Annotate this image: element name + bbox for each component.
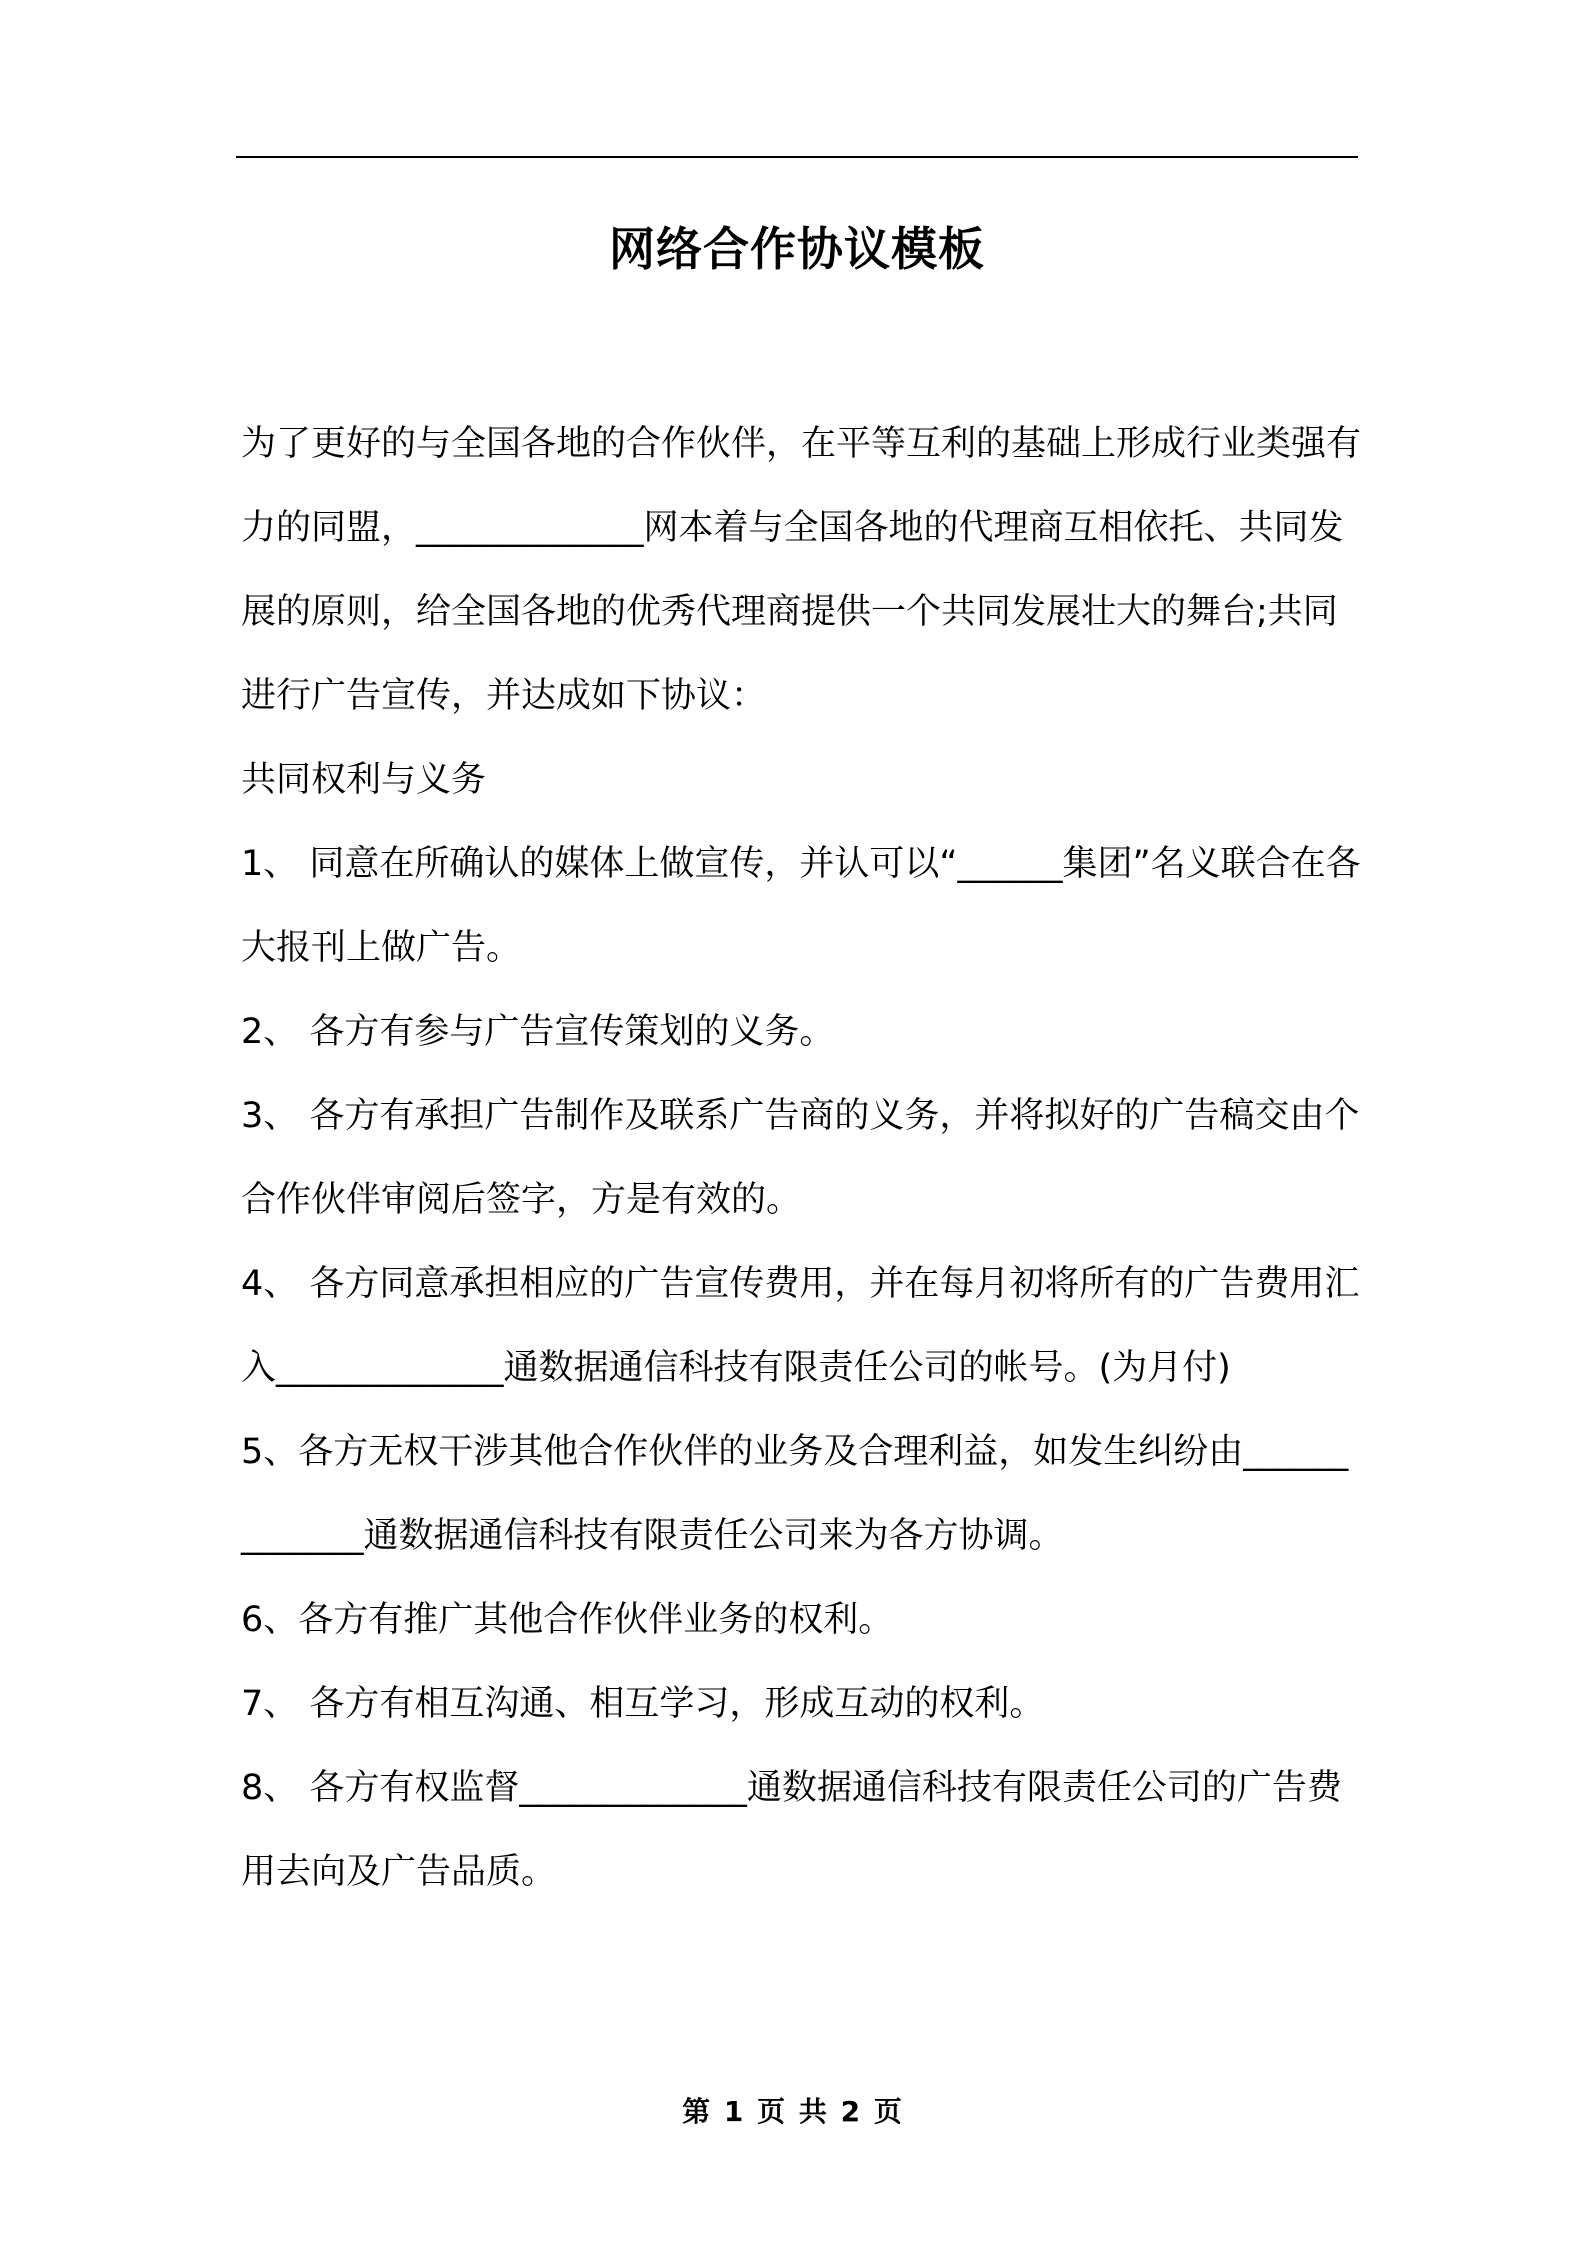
intro-paragraph: 为了更好的与全国各地的合作伙伴，在平等互利的基础上形成行业类强有力的同盟，_____________网本着与全国各地的代理商互相依托、共同发展的原则，给全国各地的优秀代理商提供一个共同发展壮大的舞台;共同进行广告宣传，并达成如下协议： [241,424,1362,716]
header-divider [236,156,1358,158]
page-number: 第 1 页 共 2 页 [682,2095,904,2128]
document-title: 网络合作协议模板 [609,222,985,276]
clause-3: 3、 各方有承担广告制作及联系广告商的义务，并将拟好的广告稿交由个合作伙伴审阅后签字，方是有效的。 [241,1096,1360,1220]
clause-6: 6、各方有推广其他合作伙伴业务的权利。 [241,1600,894,1640]
clause-2: 2、 各方有参与广告宣传策划的义务。 [241,1012,835,1052]
clause-5: 5、各方无权干涉其他合作伙伴的业务及合理利益，如发生纠纷由_____________通数据通信科技有限责任公司来为各方协调。 [241,1432,1349,1556]
clause-7: 7、 各方有相互沟通、相互学习，形成互动的权利。 [241,1684,1045,1724]
clause-8: 8、 各方有权监督_____________通数据通信科技有限责任公司的广告费用去向及广告品质。 [241,1768,1342,1892]
clause-4: 4、 各方同意承担相应的广告宣传费用，并在每月初将所有的广告费用汇入_____________通数据通信科技有限责任公司的帐号。(为月付) [241,1264,1360,1388]
document-body [241,402,1361,1914]
clause-1: 1、 同意在所确认的媒体上做宣传，并认可以“______集团”名义联合在各大报刊上做广告。 [241,844,1361,968]
section-heading: 共同权利与义务 [241,760,487,800]
